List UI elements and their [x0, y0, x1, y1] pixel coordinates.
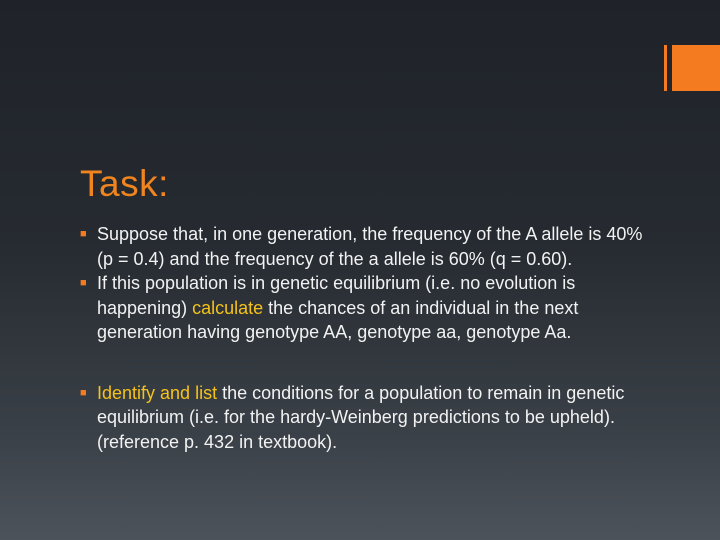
bullet-item-1 [80, 222, 660, 271]
square-bullet-icon: ■ [80, 386, 87, 399]
bullet-item-3 [80, 381, 660, 455]
accent-bar-thick [672, 45, 720, 91]
bullet-2-text-before: If this population is in genetic equilibrium (i.e. no evolution is happening) [97, 273, 576, 318]
accent-bar-thin [664, 45, 667, 91]
bullet-1-text: Suppose that, in one generation, the frequency of the A allele is 40% (p = 0.4) and the frequency of the a allele is 60% (q = 0.60). [97, 224, 643, 269]
square-bullet-icon: ■ [80, 228, 87, 240]
bullet-3-highlight: Identify and list [97, 382, 218, 403]
bullet-2-text-after: the chances of an individual in the next generation having genotype AA, genotype aa, genotype Aa. [97, 297, 579, 342]
bullet-list [80, 222, 660, 454]
bullet-item-2 [80, 271, 660, 345]
slide-title: Task: [80, 163, 169, 204]
accent-bars-decoration [664, 45, 720, 91]
bullet-2-highlight: calculate [192, 297, 264, 318]
bullet-3-text-after: the conditions for a population to remain in genetic equilibrium (i.e. for the hardy-Weinberg predictions to be upheld). (reference p. 432 in textbook). [97, 382, 625, 452]
square-bullet-icon: ■ [80, 277, 87, 289]
